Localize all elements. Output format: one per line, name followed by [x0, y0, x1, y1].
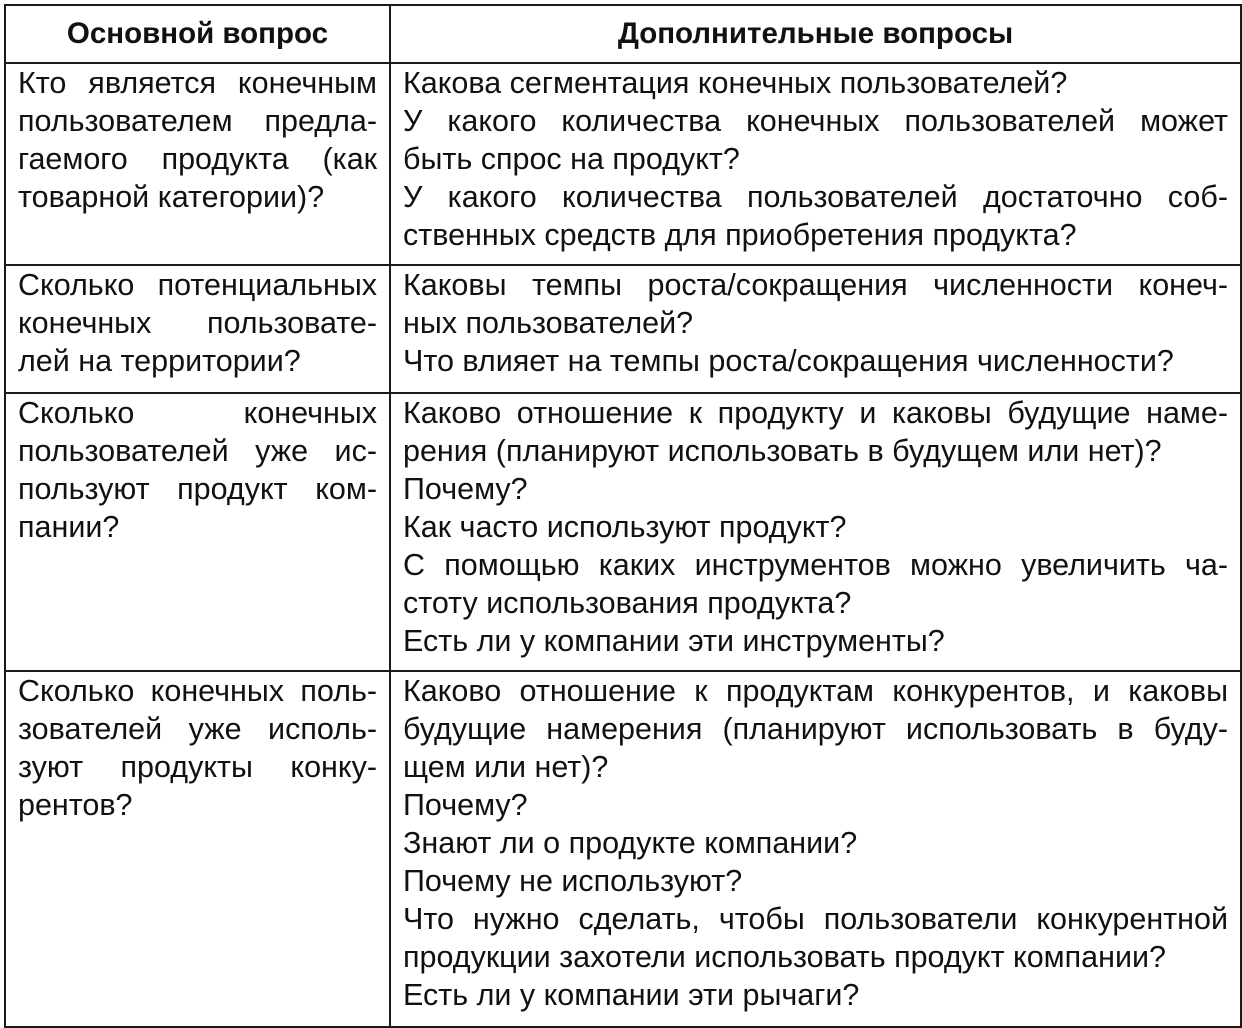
additional-question-line: Есть ли у компании эти инструменты? [403, 624, 945, 658]
table-row [5, 671, 1241, 1027]
additional-question-line: Какова сегментация конечных пользователей? [403, 66, 1068, 100]
additional-question-line: Как часто используют продукт? [403, 510, 847, 544]
additional-question-line: быть спрос на продукт? [403, 142, 740, 176]
main-question-line: зуют продукты конку- [18, 750, 377, 784]
header-additional-questions: Дополнительные вопросы [390, 5, 1241, 63]
header-main-question: Основной вопрос [5, 5, 390, 63]
additional-question-line: Каково отношение к продукту и каковы будущие наме- [403, 396, 1228, 430]
questions-table [4, 4, 1242, 1028]
additional-question-line: Каковы темпы роста/сокращения численности конеч- [403, 268, 1228, 302]
additional-question-line: С помощью каких инструментов можно увеличить ча- [403, 548, 1228, 582]
additional-question-line: продукции захотели использовать продукт компании? [403, 940, 1167, 974]
additional-question-line: ных пользователей? [403, 306, 694, 340]
additional-question-line: У какого количества пользователей достаточно соб- [403, 180, 1228, 214]
additional-questions-cell [390, 393, 1241, 671]
additional-question-line: рения (планируют использовать в будущем или нет)? [403, 434, 1162, 468]
main-question-line: зователей уже исполь- [18, 712, 377, 746]
table-row [5, 393, 1241, 671]
main-question-line: пользователей уже ис- [18, 434, 377, 468]
additional-question-line: Что нужно сделать, чтобы пользователи конкурентной [403, 902, 1228, 936]
additional-question-line: Каково отношение к продуктам конкурентов, и каковы [403, 674, 1228, 708]
additional-question-line: Знают ли о продукте компании? [403, 826, 858, 860]
main-question-cell [5, 671, 390, 1027]
main-question-line: конечных пользовате- [18, 306, 377, 340]
additional-questions-cell [390, 265, 1241, 393]
main-question-line: пании? [18, 510, 120, 544]
additional-question-line: Почему? [403, 788, 528, 822]
additional-question-line: Почему не используют? [403, 864, 743, 898]
main-question-cell [5, 393, 390, 671]
additional-question-line: щем или нет)? [403, 750, 609, 784]
table-row [5, 63, 1241, 265]
additional-question-line: Есть ли у компании эти рычаги? [403, 978, 860, 1012]
additional-question-line: У какого количества конечных пользователей может [403, 104, 1228, 138]
header-row [5, 5, 1241, 63]
main-question-cell [5, 265, 390, 393]
additional-questions-cell [390, 671, 1241, 1027]
table-row [5, 265, 1241, 393]
main-question-line: Сколько потенциальных [18, 268, 377, 302]
main-question-line: пользователем предла- [18, 104, 377, 138]
main-question-cell [5, 63, 390, 265]
additional-question-line: ственных средств для приобретения продукта? [403, 218, 1077, 252]
main-question-line: пользуют продукт ком- [18, 472, 377, 506]
additional-question-line: стоту использования продукта? [403, 586, 852, 620]
main-question-line: рентов? [18, 788, 133, 822]
main-question-line: Кто является конечным [18, 66, 377, 100]
main-question-line: лей на территории? [18, 344, 301, 378]
main-question-line: Сколько конечных поль- [18, 674, 377, 708]
main-question-line: товарной категории)? [18, 180, 325, 214]
main-question-line: гаемого продукта (как [18, 142, 377, 176]
main-question-line: Сколько конечных [18, 396, 377, 430]
additional-question-line: Почему? [403, 472, 528, 506]
additional-question-line: будущие намерения (планируют использовать в буду- [403, 712, 1228, 746]
additional-questions-cell [390, 63, 1241, 265]
additional-question-line: Что влияет на темпы роста/сокращения численности? [403, 344, 1174, 378]
